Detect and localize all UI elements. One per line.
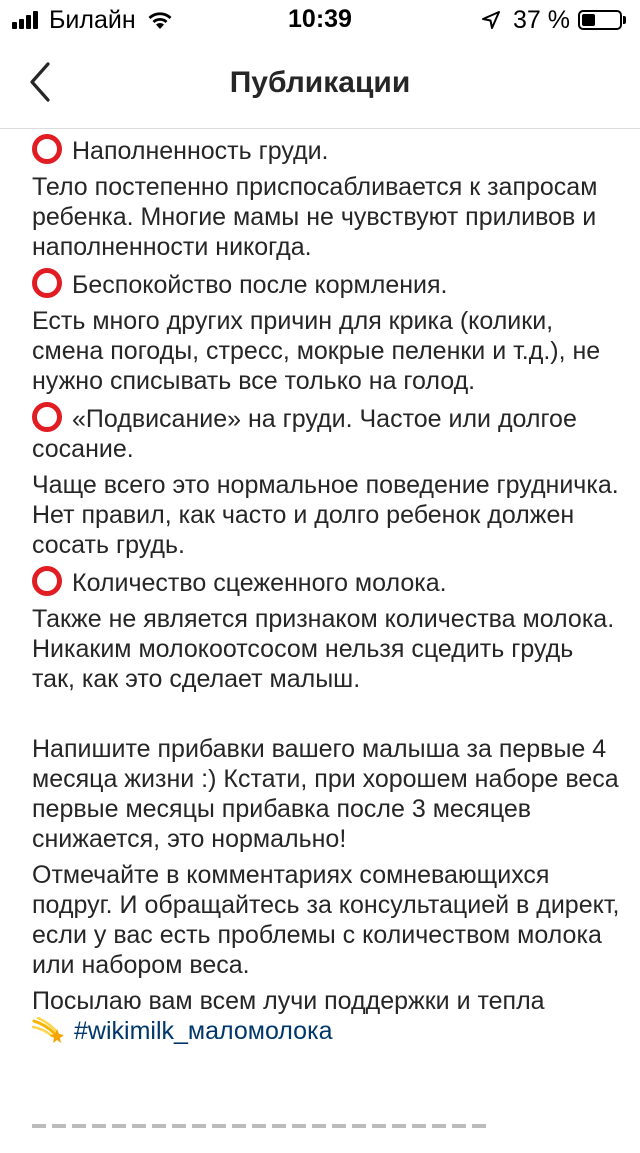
battery-icon [578, 10, 622, 30]
bullet-item [32, 566, 622, 598]
view-comments-link-partial[interactable] [32, 1124, 492, 1153]
red-circle-icon [32, 268, 62, 298]
bullet-item [32, 402, 622, 464]
battery-percent: 37 % [513, 5, 570, 34]
bullet-title: «Подвисание» на груди. Частое или долгое сосание. [32, 405, 577, 463]
red-circle-icon [32, 134, 62, 164]
bullet-item [32, 134, 622, 166]
status-time: 10:39 [288, 5, 352, 33]
bullet-text: Также не является признаком количества молока. Никаким молокоотсосом нельзя сцедить грудь так, как это сделает малыш. [32, 605, 615, 693]
battery-fill [582, 14, 595, 26]
post-caption [32, 134, 622, 1046]
red-circle-icon [32, 402, 62, 432]
bullet-title: Наполненность груди. [72, 137, 329, 165]
hashtag-link[interactable]: #wikimilk_маломолока [74, 1017, 333, 1045]
location-arrow-icon [481, 10, 501, 30]
caption-paragraph: Отмечайте в комментариях сомневающихся подруг. И обращайтесь за консультацией в директ, если у вас есть проблемы с количеством молока или набором веса. [32, 861, 620, 979]
hashtag-line [32, 1016, 622, 1046]
status-bar [0, 0, 640, 40]
caption-paragraph: Напишите прибавки вашего малыша за первые 4 месяца жизни :) Кстати, при хорошем наборе веса первые месяцы прибавка после 3 месяцев снижается, это нормально! [32, 735, 619, 853]
bullet-item [32, 268, 622, 300]
bullet-title: Беспокойство после кормления. [72, 271, 448, 299]
bullet-title: Количество сцеженного молока. [72, 569, 447, 597]
status-right [481, 6, 626, 34]
red-circle-icon [32, 566, 62, 596]
comet-icon [32, 1017, 64, 1045]
caption-paragraph: Посылаю вам всем лучи поддержки и тепла [32, 987, 545, 1015]
navigation-bar [0, 40, 640, 129]
page-title: Публикации [229, 66, 411, 99]
bullet-text: Чаще всего это нормальное поведение грудничка. Нет правил, как часто и долго ребенок должен сосать грудь. [32, 471, 619, 559]
blank-line [32, 700, 622, 734]
carrier-name: Билайн [49, 5, 136, 34]
bullet-text: Тело постепенно приспосабливается к запросам ребенка. Многие мамы не чувствуют приливов и наполненности никогда. [32, 173, 598, 261]
battery-tip [623, 16, 626, 24]
bullet-text: Есть много других причин для крика (колики, смена погоды, стресс, мокрые пеленки и т.д.), не нужно списывать все только на голод. [32, 307, 601, 395]
